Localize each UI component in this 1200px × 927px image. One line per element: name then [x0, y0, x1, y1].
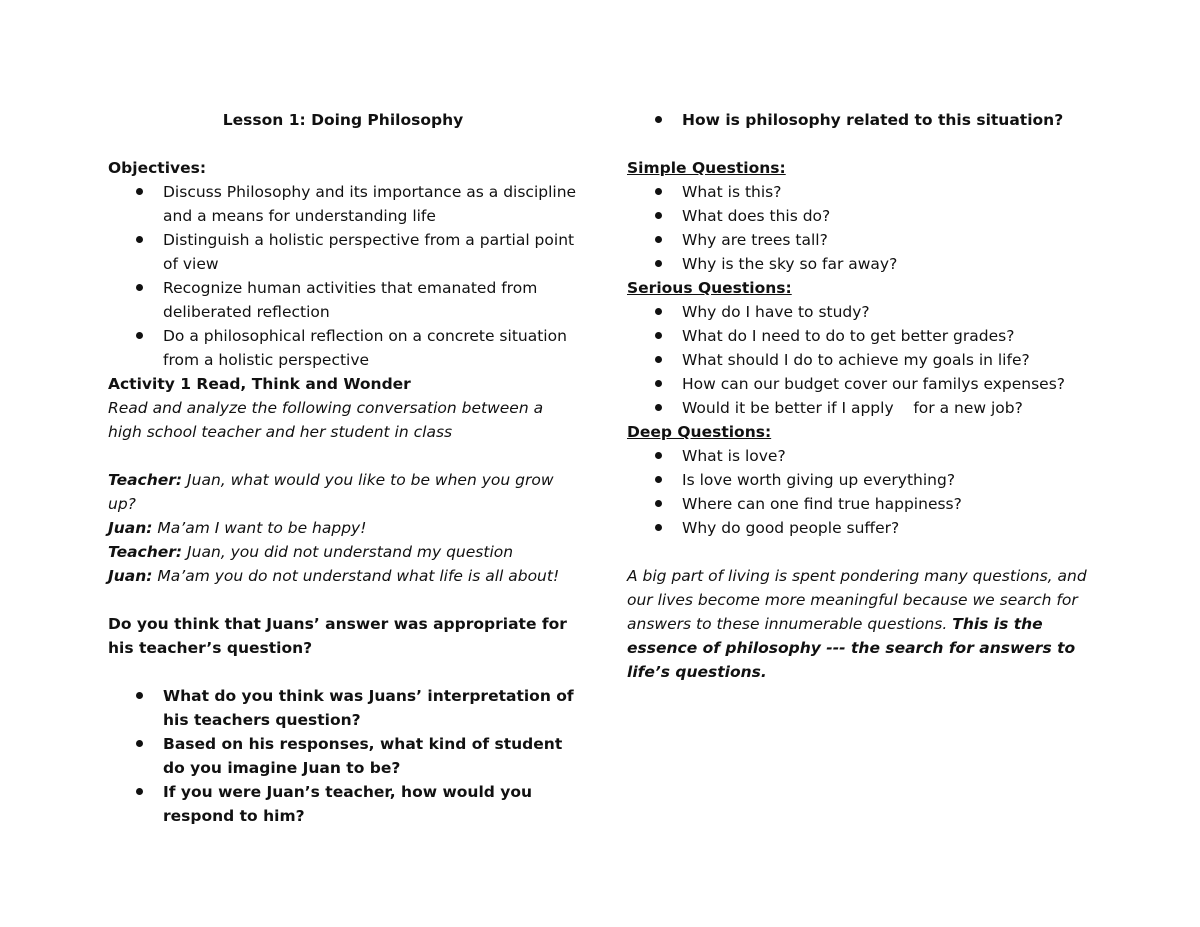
simple-questions-list	[627, 180, 1097, 276]
serious-questions-heading: Serious Questions:	[627, 279, 792, 297]
speaker: Teacher:	[108, 471, 183, 489]
top-question-list	[627, 108, 1097, 132]
dialogue-line	[108, 564, 578, 588]
left-column	[108, 108, 578, 828]
list-item: What is this?	[627, 180, 1097, 204]
follow-up-list	[108, 684, 578, 828]
list-item: Why are trees tall?	[627, 228, 1097, 252]
dialogue-line	[108, 468, 578, 516]
list-item: Based on his responses, what kind of student do you imagine Juan to be?	[108, 732, 578, 780]
closing-text: A big part of living is spent pondering many questions, and our lives become more meaningful because we search for answers to these innumerable questions.	[627, 567, 1087, 633]
speaker: Teacher:	[108, 543, 183, 561]
page-title: Lesson 1: Doing Philosophy	[222, 111, 464, 129]
closing-emphasis: This is the essence of philosophy --- the search for answers to life’s questions.	[627, 615, 1076, 681]
utterance: Ma’am you do not understand what life is all about!	[152, 567, 560, 585]
list-item: Do a philosophical reflection on a concrete situation from a holistic perspective	[108, 324, 578, 372]
list-item: How is philosophy related to this situation?	[627, 108, 1097, 132]
dialogue	[108, 468, 578, 588]
list-item: What do you think was Juans’ interpretation of his teachers question?	[108, 684, 578, 732]
list-item: Where can one find true happiness?	[627, 492, 1097, 516]
dialogue-line	[108, 540, 578, 564]
activity-instruction: Read and analyze the following conversation between a high school teacher and her student in class	[108, 399, 544, 441]
list-item: Discuss Philosophy and its importance as a discipline and a means for understanding life	[108, 180, 578, 228]
deep-questions-list	[627, 444, 1097, 540]
speaker: Juan:	[108, 567, 153, 585]
objectives-heading: Objectives:	[108, 159, 207, 177]
closing-paragraph	[627, 564, 1097, 684]
list-item: Why is the sky so far away?	[627, 252, 1097, 276]
list-item: If you were Juan’s teacher, how would you respond to him?	[108, 780, 578, 828]
list-item: Distinguish a holistic perspective from a partial point of view	[108, 228, 578, 276]
list-item: Would it be better if I apply for a new job?	[627, 396, 1097, 420]
list-item: Why do I have to study?	[627, 300, 1097, 324]
list-item: How can our budget cover our familys expenses?	[627, 372, 1097, 396]
utterance: Juan, what would you like to be when you grow up?	[108, 471, 554, 513]
list-item: Is love worth giving up everything?	[627, 468, 1097, 492]
list-item: What should I do to achieve my goals in life?	[627, 348, 1097, 372]
deep-questions-heading: Deep Questions:	[627, 423, 772, 441]
serious-questions-list	[627, 300, 1097, 420]
utterance: Juan, you did not understand my question	[182, 543, 514, 561]
list-item: What do I need to do to get better grades?	[627, 324, 1097, 348]
list-item: What is love?	[627, 444, 1097, 468]
dialogue-line	[108, 516, 578, 540]
speaker: Juan:	[108, 519, 153, 537]
objectives-list	[108, 180, 578, 372]
list-item: Why do good people suffer?	[627, 516, 1097, 540]
list-item: Recognize human activities that emanated from deliberated reflection	[108, 276, 578, 324]
activity-heading: Activity 1 Read, Think and Wonder	[108, 375, 411, 393]
utterance: Ma’am I want to be happy!	[152, 519, 367, 537]
main-question: Do you think that Juans’ answer was appropriate for his teacher’s question?	[108, 615, 567, 657]
right-column	[627, 108, 1097, 684]
list-item: What does this do?	[627, 204, 1097, 228]
simple-questions-heading: Simple Questions:	[627, 159, 786, 177]
